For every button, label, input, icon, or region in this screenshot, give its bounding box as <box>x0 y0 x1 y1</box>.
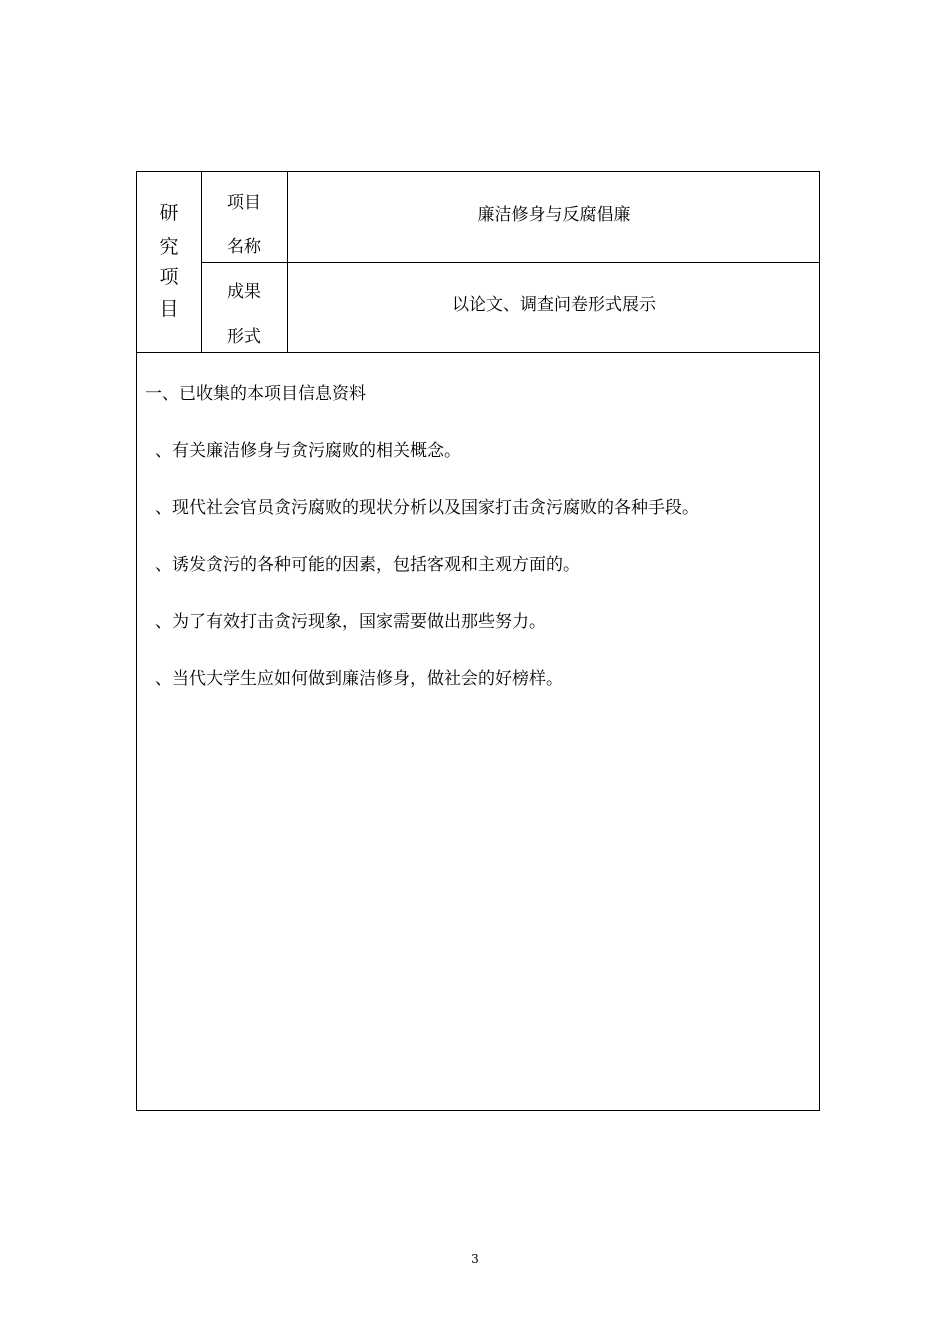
result-form-value: 以论文、调查问卷形式展示 <box>452 295 656 315</box>
collected-info-heading: 一、已收集的本项目信息资料 <box>145 384 366 404</box>
list-item: 、诱发贪污的各种可能的因素，包括客观和主观方面的。 <box>155 555 580 575</box>
result-form-label <box>201 263 287 352</box>
result-form-value-cell <box>288 263 820 352</box>
research-form-table <box>136 171 820 1111</box>
group-label-char: 项 <box>159 266 179 288</box>
list-item: 、为了有效打击贪污现象，国家需要做出那些努力。 <box>155 612 546 632</box>
divider-horizontal-content <box>137 352 819 353</box>
list-item: 、当代大学生应如何做到廉洁修身，做社会的好榜样。 <box>155 669 563 689</box>
label-line: 形式 <box>227 327 261 347</box>
label-line: 名称 <box>227 237 261 257</box>
list-item: 、现代社会官员贪污腐败的现状分析以及国家打击贪污腐败的各种手段。 <box>155 498 699 518</box>
label-line: 成果 <box>227 282 261 302</box>
group-label-char: 研 <box>159 202 179 224</box>
project-name-value-cell <box>288 172 820 262</box>
research-project-group-label <box>137 172 201 352</box>
group-label-char: 目 <box>159 298 179 320</box>
label-line: 项目 <box>227 193 261 213</box>
group-label-char: 究 <box>159 236 179 258</box>
page-number: 3 <box>471 1252 479 1266</box>
list-item: 、有关廉洁修身与贪污腐败的相关概念。 <box>155 441 461 461</box>
project-name-value: 廉洁修身与反腐倡廉 <box>477 205 631 225</box>
project-name-label <box>201 172 287 262</box>
